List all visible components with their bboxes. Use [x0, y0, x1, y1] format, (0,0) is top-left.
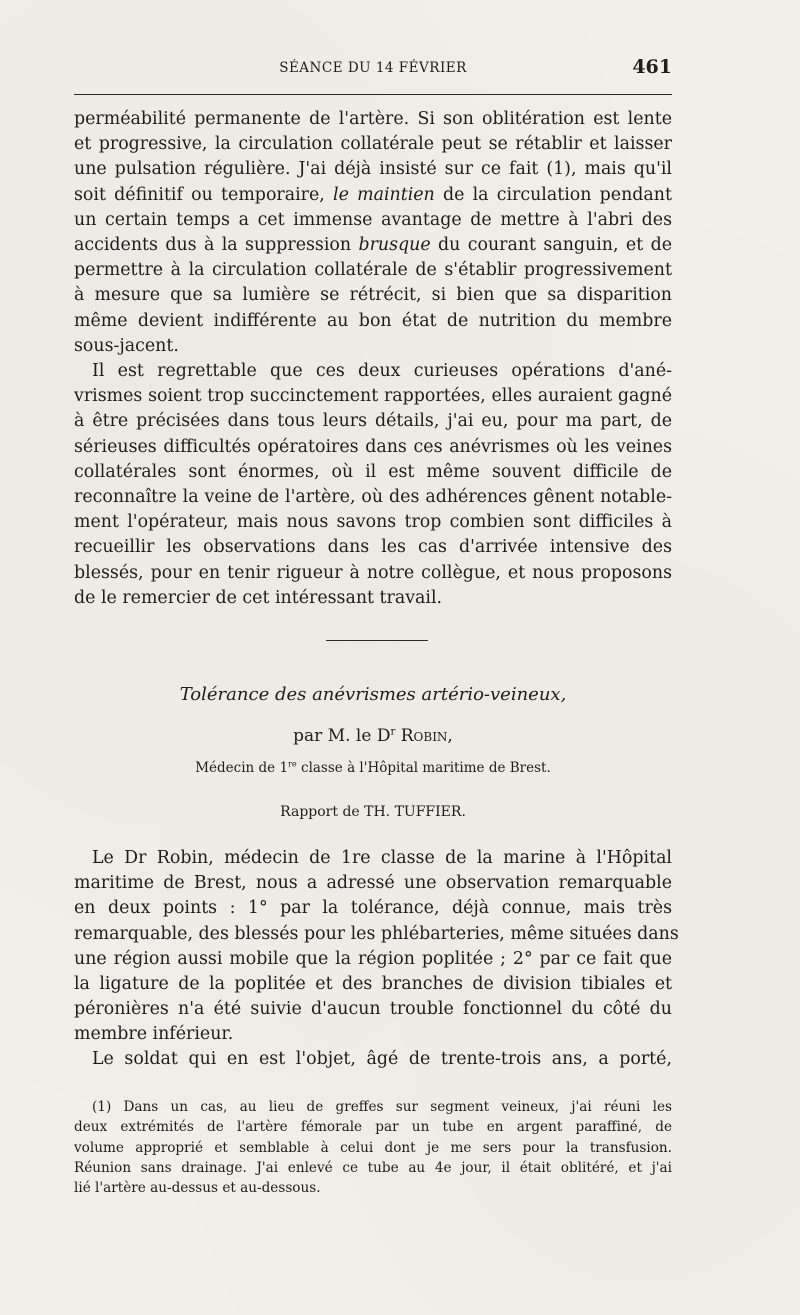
italic-term: le maintien	[333, 184, 435, 205]
text-line: en deux points : 1° par la tolérance, déjà connue, mais très	[74, 898, 672, 919]
footnote-line: Réunion sans drainage. J'ai enlevé ce tube au 4e jour, il était oblitéré, et j'ai	[74, 1159, 672, 1176]
affiliation-prefix: Médecin de 1	[195, 760, 289, 776]
text-fragment: de la circulation pendant	[434, 184, 672, 205]
text-line: même devient indifférente au bon état de nutrition du membre	[74, 310, 672, 331]
text-fragment: soit définitif ou temporaire,	[74, 184, 334, 205]
running-header	[74, 58, 672, 82]
page-number: 461	[632, 56, 672, 78]
paragraph-robin	[74, 846, 679, 1048]
text-line: Il est regrettable que ces deux curieuses opérations d'ané-	[92, 361, 672, 381]
byline-sup: r	[390, 726, 396, 738]
continuation-paragraph	[74, 107, 672, 359]
footnote-line: (1) Dans un cas, au lieu de greffes sur segment veineux, j'ai réuni les	[92, 1099, 672, 1115]
text-line: une pulsation régulière. J'ai déjà insisté sur ce fait (1), mais qu'il	[74, 159, 672, 180]
text-line: à être précisées dans tous leurs détails, j'ai eu, pour ma part, de	[74, 411, 672, 432]
text-line: à mesure que sa lumière se rétrécit, si bien que sa disparition	[74, 285, 672, 306]
text-line: sérieuses difficultés opératoires dans ces anévrismes où les veines	[74, 436, 672, 457]
text-line: péronières n'a été suivie d'aucun trouble fonctionnel du côté du	[74, 999, 672, 1020]
footnote-line: deux extrémités de l'artère fémorale par un tube en argent paraffiné, de	[74, 1119, 672, 1136]
article-title: Tolérance des anévrismes artério-veineux,	[179, 684, 567, 705]
text-fragment: accidents dus à la suppression	[74, 235, 359, 256]
section-divider	[326, 640, 428, 641]
text-line: Le soldat qui en est l'objet, âgé de trente-trois ans, a porté,	[92, 1049, 672, 1069]
italic-term: brusque	[358, 235, 431, 256]
text-line: sous-jacent.	[74, 335, 179, 356]
text-line: perméabilité permanente de l'artère. Si son oblitération est lente	[74, 109, 672, 129]
text-line: la ligature de la poplitée et des branches de division tibiales et	[74, 974, 672, 995]
author-name: Robin,	[400, 726, 453, 746]
text-line: Le Dr Robin, médecin de 1re classe de la marine à l'Hôpital	[92, 848, 672, 868]
text-line: remarquable, des blessés pour les phlébarteries, même situées dans	[74, 923, 679, 944]
text-line: ment l'opérateur, mais nous savons trop combien sont difficiles à	[74, 512, 672, 533]
affiliation-suffix: classe à l'Hôpital maritime de Brest.	[296, 760, 551, 776]
report-author: Rapport de TH. TUFFIER.	[280, 804, 466, 820]
text-line: un certain temps a cet immense avantage de mettre à l'abri des	[74, 209, 672, 230]
text-line-with-italic	[74, 183, 672, 208]
text-line: et progressive, la circulation collatérale peut se rétablir et laisser	[74, 134, 672, 155]
affiliation-sup: re	[288, 758, 297, 769]
text-line: vrismes soient trop succinctement rapportées, elles auraient gagné	[74, 386, 672, 407]
footnote	[74, 1097, 672, 1198]
byline-prefix: par M. le D	[293, 726, 391, 746]
article-byline	[74, 726, 672, 746]
text-line: une région aussi mobile que la région poplitée ; 2° par ce fait que	[74, 948, 672, 969]
text-line: collatérales sont énormes, où il est même souvent difficile de	[74, 461, 672, 482]
text-line: recueillir les observations dans les cas d'arrivée intensive des	[74, 537, 672, 558]
paragraph-soldat	[74, 1047, 672, 1072]
text-line: membre inférieur.	[74, 1024, 234, 1045]
text-line: de le remercier de cet intéressant travail.	[74, 587, 443, 608]
text-line: reconnaître la veine de l'artère, où des adhérences gênent notable-	[74, 487, 672, 508]
paragraph-regrettable	[74, 359, 672, 611]
footnote-line: lié l'artère au-dessus et au-dessous.	[74, 1180, 321, 1197]
text-line-with-italic	[74, 233, 672, 258]
text-line: maritime de Brest, nous a adressé une observation remarquable	[74, 873, 672, 894]
author-affiliation	[74, 760, 672, 776]
text-line: blessés, pour en tenir rigueur à notre collègue, et nous proposons	[74, 562, 672, 583]
footnote-line: volume approprié et semblable à celui dont je me sers pour la transfusion.	[74, 1139, 672, 1156]
text-line: permettre à la circulation collatérale de s'établir progressivement	[74, 260, 672, 281]
text-fragment: du courant sanguin, et de	[430, 235, 672, 256]
running-title: SÉANCE DU 14 FÉVRIER	[279, 60, 467, 76]
header-rule	[74, 94, 672, 95]
